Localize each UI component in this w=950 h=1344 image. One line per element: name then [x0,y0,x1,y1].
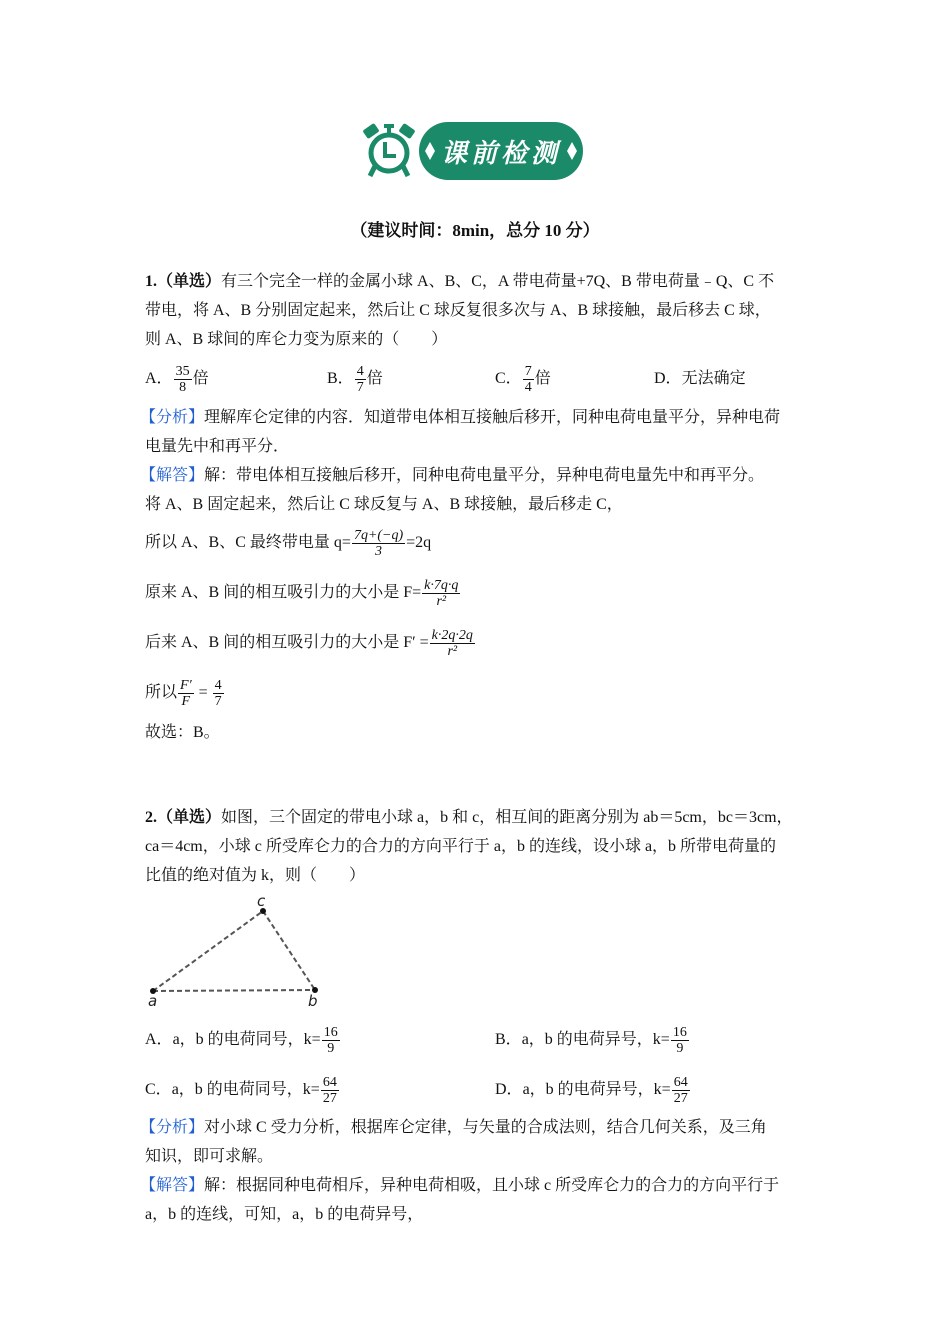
q2-stem-line2: ca＝4cm，小球 c 所受库仑力的合力的方向平行于 a，b 的连线，设小球 a，b 所带电荷量的 [145,838,777,855]
q2-analysis-line1: 【分析】对小球 C 受力分析，根据库仑定律，与矢量的合成法则，结合几何关系，及三角 [140,1119,767,1136]
q1-option-b[interactable]: B． $\frac{4}{7}$ 倍 [327,363,383,395]
q1-stem-line3: 则 A、B 球间的库仑力变为原来的（ ） [145,331,448,348]
q2-answer-line2: a，b 的连线，可知，a，b 的电荷异号， [145,1206,424,1223]
q1-analysis-line2: 电量先中和再平分． [145,438,290,455]
banner-title: 课前检测 [441,138,562,169]
q1-option-c[interactable]: C． $\frac{7}{4}$ 倍 [495,363,551,395]
suggested-time: （建议时间：8min，总分 10 分） [350,221,600,240]
q2-analysis-line2: 知识，即可求解。 [145,1148,274,1165]
q2-stem-line3: 比值的绝对值为 k，则（ ） [145,867,366,884]
q1-conclusion: 故选：B。 [145,724,220,741]
diamond-left-icon [425,142,435,160]
q1-option-a[interactable]: A． $\frac{35}{8}$ 倍 [145,363,209,395]
q1-option-d[interactable]: D．无法确定 [654,370,746,387]
q1-analysis-line1: 【分析】理解库仑定律的内容．知道带电体相互接触后移开，同种电荷电量平分，异种电荷 [140,409,781,426]
q2-option-b[interactable]: B．a，b 的电荷异号，k= $\frac{16}{9}$ [495,1024,687,1056]
q1-equation-2: 原来 A、B 间的相互吸引力的大小是 F= $\frac{k\cdot 7q\cdot q}{\text{r²}}$ [145,577,459,609]
q2-answer-line1: 【解答】解：根据同种电荷相斥，异种电荷相吸，且小球 c 所受库仑力的合力的方向平行于 [140,1177,780,1194]
q1-stem-line2: 带电，将 A、B 分别固定起来，然后让 C 球反复很多次与 A、B 球接触，最后移去 C 球， [145,302,771,319]
alarm-clock-icon [360,120,418,180]
q2-option-d[interactable]: D．a，b 的电荷异号，k= $\frac{64}{27}$ [495,1074,688,1106]
q2-option-a[interactable]: A．a，b 的电荷同号，k= $\frac{16}{9}$ [145,1024,338,1056]
svg-text:c: c [257,893,266,910]
q1-equation-3: 后来 A、B 间的相互吸引力的大小是 F′ = $\frac{k\cdot 2q\cdot 2q}{\text{r²}}$ [145,627,473,659]
q1-answer-line1: 【解答】解：带电体相互接触后移开，同种电荷电量平分，异种电荷电量先中和再平分。 [140,467,765,484]
triangle-figure [140,893,340,1008]
diamond-right-icon [567,142,577,160]
svg-text:b: b [308,992,318,1008]
section-banner [419,122,583,180]
q2-stem-line1: 2.（单选）如图，三个固定的带电小球 a，b 和 c，相互间的距离分别为 ab＝5cm，bc＝3cm， [145,809,793,826]
q1-stem-line1: 1.（单选）有三个完全一样的金属小球 A、B、C，A 带电荷量+7Q、B 带电荷量﹣Q、C 不 [145,273,775,290]
q1-equation-1: 所以 A、B、C 最终带电量 q= $\frac{7q+(-q)}{3}$ =2q [145,527,432,559]
q2-option-c[interactable]: C．a，b 的电荷同号，k= $\frac{64}{27}$ [145,1074,337,1106]
q1-equation-4: 所以 $\frac{F'}{F}$ = $\frac{4}{7}$ [145,677,222,709]
q1-answer-line2: 将 A、B 固定起来，然后让 C 球反复与 A、B 球接触，最后移走 C， [145,496,623,513]
svg-text:a: a [148,992,158,1008]
